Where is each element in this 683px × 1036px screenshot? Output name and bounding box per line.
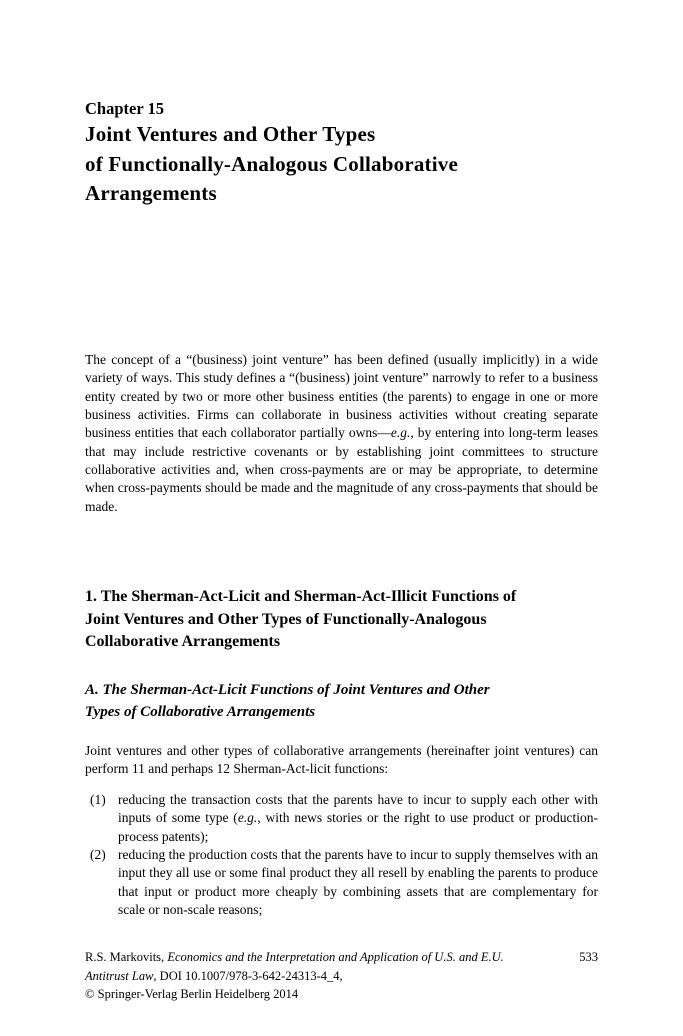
footer-line-1 (85, 948, 598, 967)
lead-paragraph: Joint ventures and other types of collaborative arrangements (hereinafter joint ventures) can perform 11 and perhaps 12 Sherman-Act-licit functions: (85, 743, 598, 777)
list-item-text: reducing the production costs that the parents have to incur to supply themselves with an input they all use or some final product they all resell by enabling the parents to produce that input or product more cheaply by combining assets that are complementary for scale or non-scale reasons; (118, 847, 598, 918)
copyright-line: © Springer-Verlag Berlin Heidelberg 2014 (85, 987, 299, 1002)
list-item-marker: (1) (90, 792, 106, 807)
functions-list (85, 791, 598, 919)
intro-paragraph (85, 351, 598, 516)
book-title-italic: Antitrust Law (85, 968, 154, 983)
subsection-a-heading (85, 679, 598, 723)
section-heading-line: Collaborative Arrangements (85, 633, 281, 650)
chapter-title-line: Joint Ventures and Other Types (85, 122, 376, 146)
intro-text: , by entering into long-term leases that may include restrictive covenants or by establishing joint committees to structure collaborative activities and, when cross-payments are or may be appropriate, to determine when cross-payments should be made and the magnitude of any cross-payments that should be made. (85, 425, 598, 514)
italic-eg: e.g. (390, 425, 411, 441)
book-title-italic: Economics and the Interpretation and Application of U.S. and E.U. (167, 950, 504, 964)
section-heading-line: 1. The Sherman-Act-Licit and Sherman-Act-Illicit Functions of (85, 588, 517, 605)
chapter-title (85, 120, 598, 209)
list-item-text: , with news stories or the right to use product or production-process patents); (118, 810, 598, 844)
list-item-1 (85, 791, 598, 846)
list-item-marker: (2) (90, 847, 106, 863)
page-number: 533 (579, 950, 598, 964)
italic-eg: e.g. (237, 810, 258, 826)
intro-text: The concept of a “(business) joint venture” has been defined (usually implicitly) in a wide variety of ways. This study defines a “(business) joint venture” narrowly to refer to a business entity created by two or more other business entities (the parents) to engage in one or more business activities. Firms can collaborate in business activities without creating separate business entities that each collaborator partially owns— (85, 352, 598, 441)
chapter-label: Chapter 15 (85, 99, 164, 118)
footer-citation (85, 948, 598, 1004)
section-heading-line: Joint Ventures and Other Types of Functionally-Analogous (85, 610, 487, 628)
list-item-text: reducing the transaction costs that the parents have to incur to supply each other with inputs of some type ( (118, 792, 598, 826)
chapter-title-line: of Functionally-Analogous Collaborative (85, 151, 458, 176)
author-name: R.S. Markovits, (85, 950, 168, 964)
subsection-heading-line: A. The Sherman-Act-Licit Functions of Joint Ventures and Other (85, 682, 490, 698)
doi-text: , DOI 10.1007/978-3-642-24313-4_4, (153, 968, 343, 983)
citation-text (85, 948, 504, 967)
footer-line-2 (85, 967, 598, 986)
list-item-2 (85, 846, 598, 919)
chapter-title-line: Arrangements (85, 181, 217, 205)
section-1-heading (85, 586, 598, 654)
subsection-heading-line: Types of Collaborative Arrangements (85, 704, 316, 720)
